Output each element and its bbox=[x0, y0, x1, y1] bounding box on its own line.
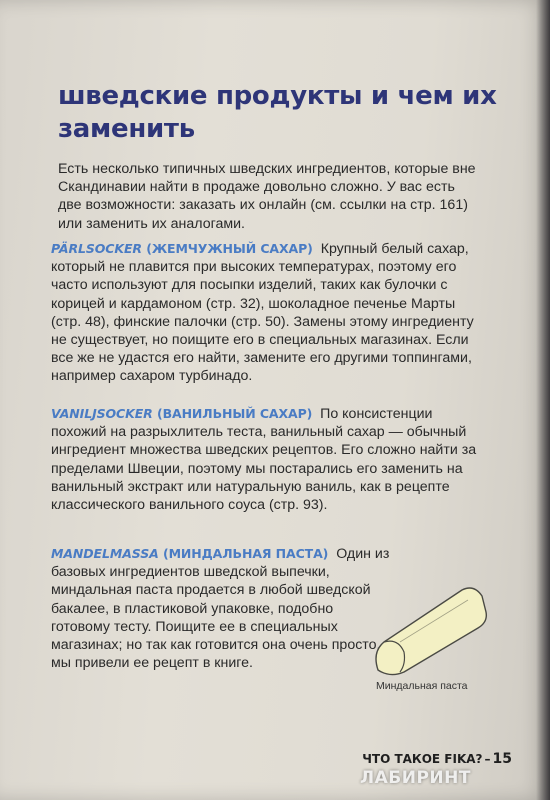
illustration-caption: Миндальная паста bbox=[376, 680, 468, 692]
ingredient-description: По консистенции похожий на разрыхлитель теста, ванильный сахар — обычный ингредиент множества шведских рецептов. Его сложно найти за пределами Швеции, поэтому мы постарались его заменить на ванильный экстракт или натуральную ваниль, как в рецепте классического ванильного соуса (стр. 93). bbox=[51, 406, 477, 514]
ingredient-almond-paste bbox=[51, 545, 391, 672]
term-translation: (МИНДАЛЬНАЯ ПАСТА) bbox=[162, 546, 329, 561]
page-number: 15 bbox=[492, 751, 512, 767]
ingredient-term bbox=[51, 241, 313, 256]
ingredient-pearl-sugar bbox=[51, 240, 481, 386]
intro-paragraph: Есть несколько типичных шведских ингредиентов, которые вне Скандинавии найти в продаже довольно сложно. У вас есть две возможности: заказать их онлайн (см. ссылки на стр. 161) или заменить их аналогами. bbox=[58, 161, 476, 232]
footer-section: ЧТО ТАКОЕ FIKA? bbox=[362, 752, 483, 766]
term-translation: (ВАНИЛЬНЫЙ САХАР) bbox=[156, 406, 313, 421]
footer-dash: – bbox=[484, 752, 491, 766]
term-latin: VANILJSOCKER bbox=[51, 406, 153, 421]
term-latin: PÄRLSOCKER bbox=[51, 241, 142, 256]
almond-paste-illustration bbox=[370, 582, 490, 677]
ingredient-term bbox=[51, 546, 328, 561]
page-title: шведские продукты и чем их заменить bbox=[58, 81, 497, 144]
watermark: ЛАБИРИНТ bbox=[360, 768, 471, 788]
term-latin: MANDELMASSA bbox=[51, 546, 159, 561]
page-footer bbox=[362, 751, 512, 767]
page-edge-shadow bbox=[536, 0, 550, 800]
term-translation: (ЖЕМЧУЖНЫЙ САХАР) bbox=[146, 241, 313, 256]
ingredient-vanilla-sugar bbox=[51, 405, 481, 514]
ingredient-description: Крупный белый сахар, который не плавится при высоких температурах, поэтому его часто используют для посыпки изделий, таких как булочки с корицей и кардамоном (стр. 32), шоколадное печенье Марты (стр. 48), финские палочки (стр. 50). Замены этому ингредиенту не существует, но поищите его в специальных магазинах. Если все же не удастся его найти, замените его другими топпингами, например сахаром турбинадо. bbox=[51, 241, 474, 385]
ingredient-term bbox=[51, 406, 312, 421]
ingredient-description: Один из базовых ингредиентов шведской выпечки, миндальная паста продается в любой шведской бакалее, в пластиковой упаковке, подобно готовому тесту. Поищите ее в специальных магазинах; но так как готовится она очень просто, мы привели ее рецепт в книге. bbox=[51, 546, 390, 672]
